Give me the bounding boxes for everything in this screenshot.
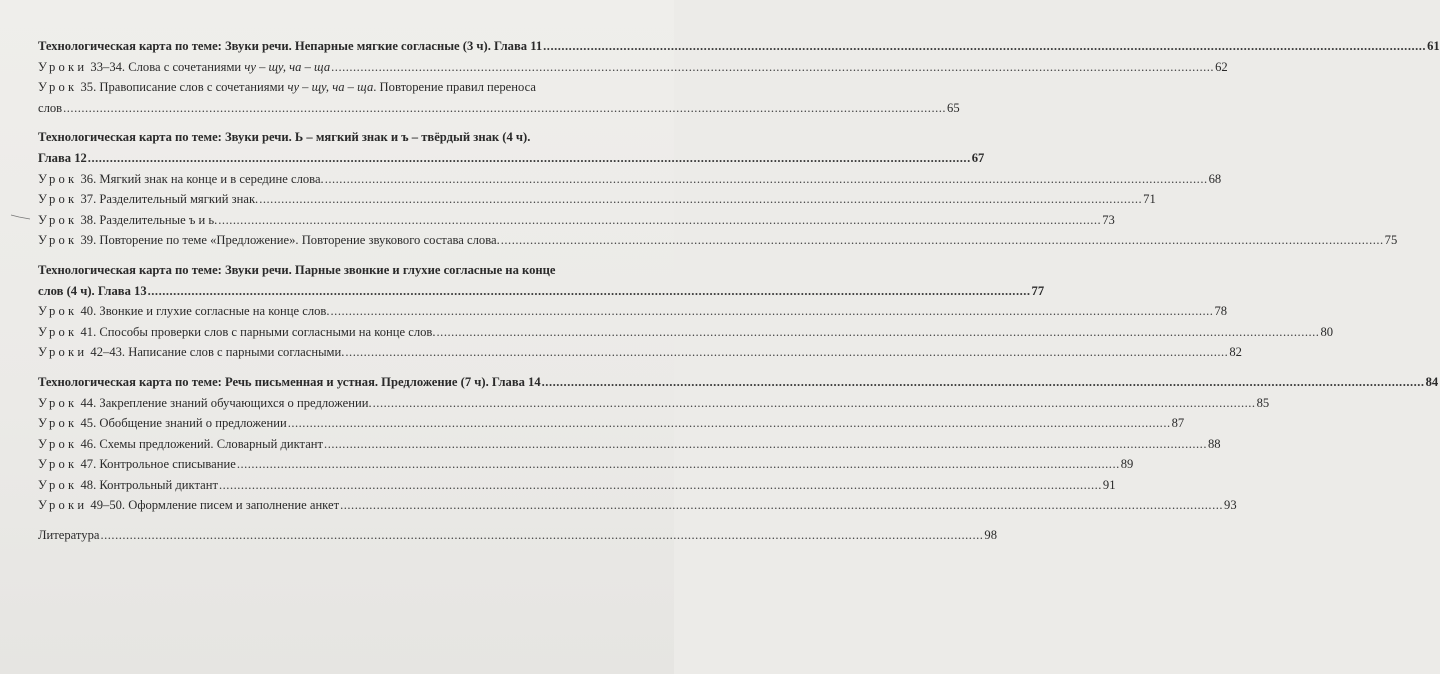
- page-number: 73: [1102, 212, 1115, 227]
- section-title-entry: [38, 148, 985, 169]
- page-number: 93: [1224, 498, 1237, 513]
- section-title: Глава 12: [38, 150, 87, 165]
- section-title-line: Технологическая карта по теме: Звуки речи. Ь – мягкий знак и ъ – твёрдый знак (4 ч).: [38, 130, 531, 145]
- dot-leader: [543, 36, 1426, 57]
- page-number: 85: [1256, 395, 1270, 410]
- page-number: 91: [1102, 477, 1116, 492]
- lesson-label: Уроки: [38, 498, 88, 513]
- lesson-entry: [38, 169, 1222, 190]
- lesson-label: Урок: [38, 457, 78, 472]
- section-gap: [38, 516, 652, 525]
- page-number: 75: [1384, 233, 1398, 248]
- lesson-number: 45.: [80, 416, 97, 431]
- lesson-entry: [38, 322, 1334, 343]
- lesson-number: 38.: [80, 212, 97, 227]
- lesson-entry: [38, 454, 1134, 475]
- section-title-entry: [38, 372, 1439, 393]
- lesson-title-italic: чу – щу, ча – ща: [244, 59, 331, 74]
- lesson-label: Урок: [38, 416, 78, 431]
- lesson-number: 39.: [80, 233, 97, 248]
- page-number: 61: [1427, 39, 1440, 53]
- section-gap: [38, 118, 652, 127]
- lesson-title: Схемы предложений. Словарный диктант: [99, 436, 324, 451]
- lesson-title: Закрепление знаний обучающихся о предложении.: [99, 395, 372, 410]
- section-title-entry: [38, 281, 1045, 302]
- page-number: 84: [1425, 374, 1439, 389]
- dot-leader: [237, 454, 1120, 475]
- dot-leader: [88, 148, 971, 169]
- dot-leader: [218, 210, 1101, 231]
- toc-section: [38, 260, 1334, 363]
- lesson-number: 46.: [80, 436, 97, 451]
- dot-leader: [148, 281, 1031, 302]
- lesson-label: Урок: [38, 233, 78, 248]
- lesson-entry: [38, 413, 1185, 434]
- page-number: 68: [1208, 171, 1222, 186]
- lesson-label: Урок: [38, 477, 78, 492]
- lesson-entry: [38, 342, 1242, 363]
- literature-label: Литература: [38, 528, 100, 543]
- toc-section: [38, 127, 1398, 251]
- lesson-label: Урок: [38, 395, 78, 410]
- page-number: 98: [984, 528, 997, 543]
- lesson-label: Урок: [38, 192, 78, 207]
- lesson-entry: [38, 434, 1221, 455]
- lesson-label: Урок: [38, 171, 78, 186]
- section-gap: [38, 251, 652, 260]
- dot-leader: [501, 230, 1384, 251]
- lesson-title: Разделительные ъ и ь.: [99, 212, 218, 227]
- dot-leader: [324, 434, 1207, 455]
- dot-leader: [331, 301, 1214, 322]
- dot-leader: [259, 189, 1142, 210]
- lesson-label: Уроки: [38, 345, 88, 360]
- lesson-title: Мягкий знак на конце и в середине слова.: [99, 171, 324, 186]
- lesson-title-line: [38, 77, 652, 98]
- lesson-title-continued: слов: [38, 100, 63, 115]
- lesson-entry: [38, 393, 1270, 414]
- page-number: 89: [1120, 457, 1134, 472]
- lesson-label: Урок: [38, 212, 78, 227]
- dot-leader: [219, 475, 1102, 496]
- lesson-number: 49–50.: [90, 498, 126, 513]
- toc-section: [38, 36, 1440, 118]
- section-title-line: Технологическая карта по теме: Звуки речи. Парные звонкие и глухие согласные на конце: [38, 262, 556, 277]
- lesson-title: Повторение по теме «Предложение». Повторение звукового состава слова.: [99, 233, 500, 248]
- lesson-title: Оформление писем и заполнение анкет: [128, 498, 340, 513]
- dot-leader: [331, 57, 1214, 78]
- lesson-title-italic: чу – щу, ча – ща: [287, 80, 374, 95]
- lesson-entry: [38, 230, 1398, 251]
- page-number: 77: [1031, 283, 1045, 298]
- lesson-number: 35.: [80, 80, 97, 95]
- lesson-title: Контрольное списывание: [99, 457, 236, 472]
- lesson-number: 41.: [80, 324, 97, 339]
- lesson-title: Слова с сочетаниями: [128, 59, 245, 74]
- dot-leader: [325, 169, 1208, 190]
- lesson-title: Способы проверки слов с парными согласными на конце слов.: [99, 324, 436, 339]
- lesson-number: 47.: [80, 457, 97, 472]
- lesson-label: Урок: [38, 304, 78, 319]
- dot-leader: [340, 495, 1223, 516]
- lesson-entry: [38, 98, 960, 119]
- dot-leader: [542, 372, 1425, 393]
- page-number: 65: [947, 100, 960, 115]
- dot-leader: [437, 322, 1320, 343]
- lesson-entry: [38, 210, 1115, 231]
- page-number: 67: [971, 150, 985, 165]
- dot-leader: [63, 98, 946, 119]
- lesson-number: 36.: [80, 171, 97, 186]
- page-number: 82: [1229, 345, 1242, 360]
- lesson-number: 33–34.: [90, 59, 126, 74]
- dot-leader: [345, 342, 1228, 363]
- lesson-entry: [38, 301, 1228, 322]
- section-title: Технологическая карта по теме: Речь письменная и устная. Предложение (7 ч). Глава 14: [38, 374, 541, 389]
- lesson-entry: [38, 189, 1156, 210]
- section-title: слов (4 ч). Глава 13: [38, 283, 147, 298]
- dot-leader: [100, 525, 983, 546]
- lesson-entry: [38, 57, 1228, 78]
- lesson-title: Разделительный мягкий знак.: [99, 192, 259, 207]
- page-number: 62: [1215, 59, 1228, 74]
- lesson-number: 42–43.: [90, 345, 126, 360]
- section-title: Технологическая карта по теме: Звуки речи. Непарные мягкие согласные (3 ч). Глава 11: [38, 39, 543, 53]
- lesson-entry: [38, 475, 1116, 496]
- lesson-label: Урок: [38, 436, 78, 451]
- lesson-title-rest: . Повторение правил переноса: [373, 80, 536, 95]
- lesson-title: Контрольный диктант: [99, 477, 218, 492]
- lesson-label: Урок: [38, 324, 78, 339]
- dot-leader: [288, 413, 1171, 434]
- section-title-entry: [38, 36, 1440, 57]
- lesson-number: 48.: [80, 477, 97, 492]
- dot-leader: [373, 393, 1256, 414]
- page-number: 88: [1207, 436, 1221, 451]
- lesson-title: Обобщение знаний о предложении: [99, 416, 287, 431]
- lesson-number: 37.: [80, 192, 97, 207]
- literature-entry: [38, 525, 997, 546]
- pencil-mark: [10, 207, 32, 213]
- page-number: 80: [1320, 324, 1334, 339]
- lesson-title: Звонкие и глухие согласные на конце слов.: [99, 304, 330, 319]
- lesson-number: 44.: [80, 395, 97, 410]
- lesson-label: Уроки: [38, 59, 88, 74]
- lesson-label: Урок: [38, 80, 78, 95]
- table-of-contents: [38, 36, 1440, 546]
- section-gap: [38, 363, 652, 372]
- lesson-title: Написание слов с парными согласными.: [128, 345, 345, 360]
- page-number: 71: [1143, 192, 1156, 207]
- page-number: 78: [1214, 304, 1228, 319]
- page-number: 87: [1171, 416, 1185, 431]
- lesson-number: 40.: [80, 304, 97, 319]
- toc-section: [38, 372, 1439, 516]
- lesson-title: Правописание слов с сочетаниями: [99, 80, 288, 95]
- lesson-entry: [38, 495, 1237, 516]
